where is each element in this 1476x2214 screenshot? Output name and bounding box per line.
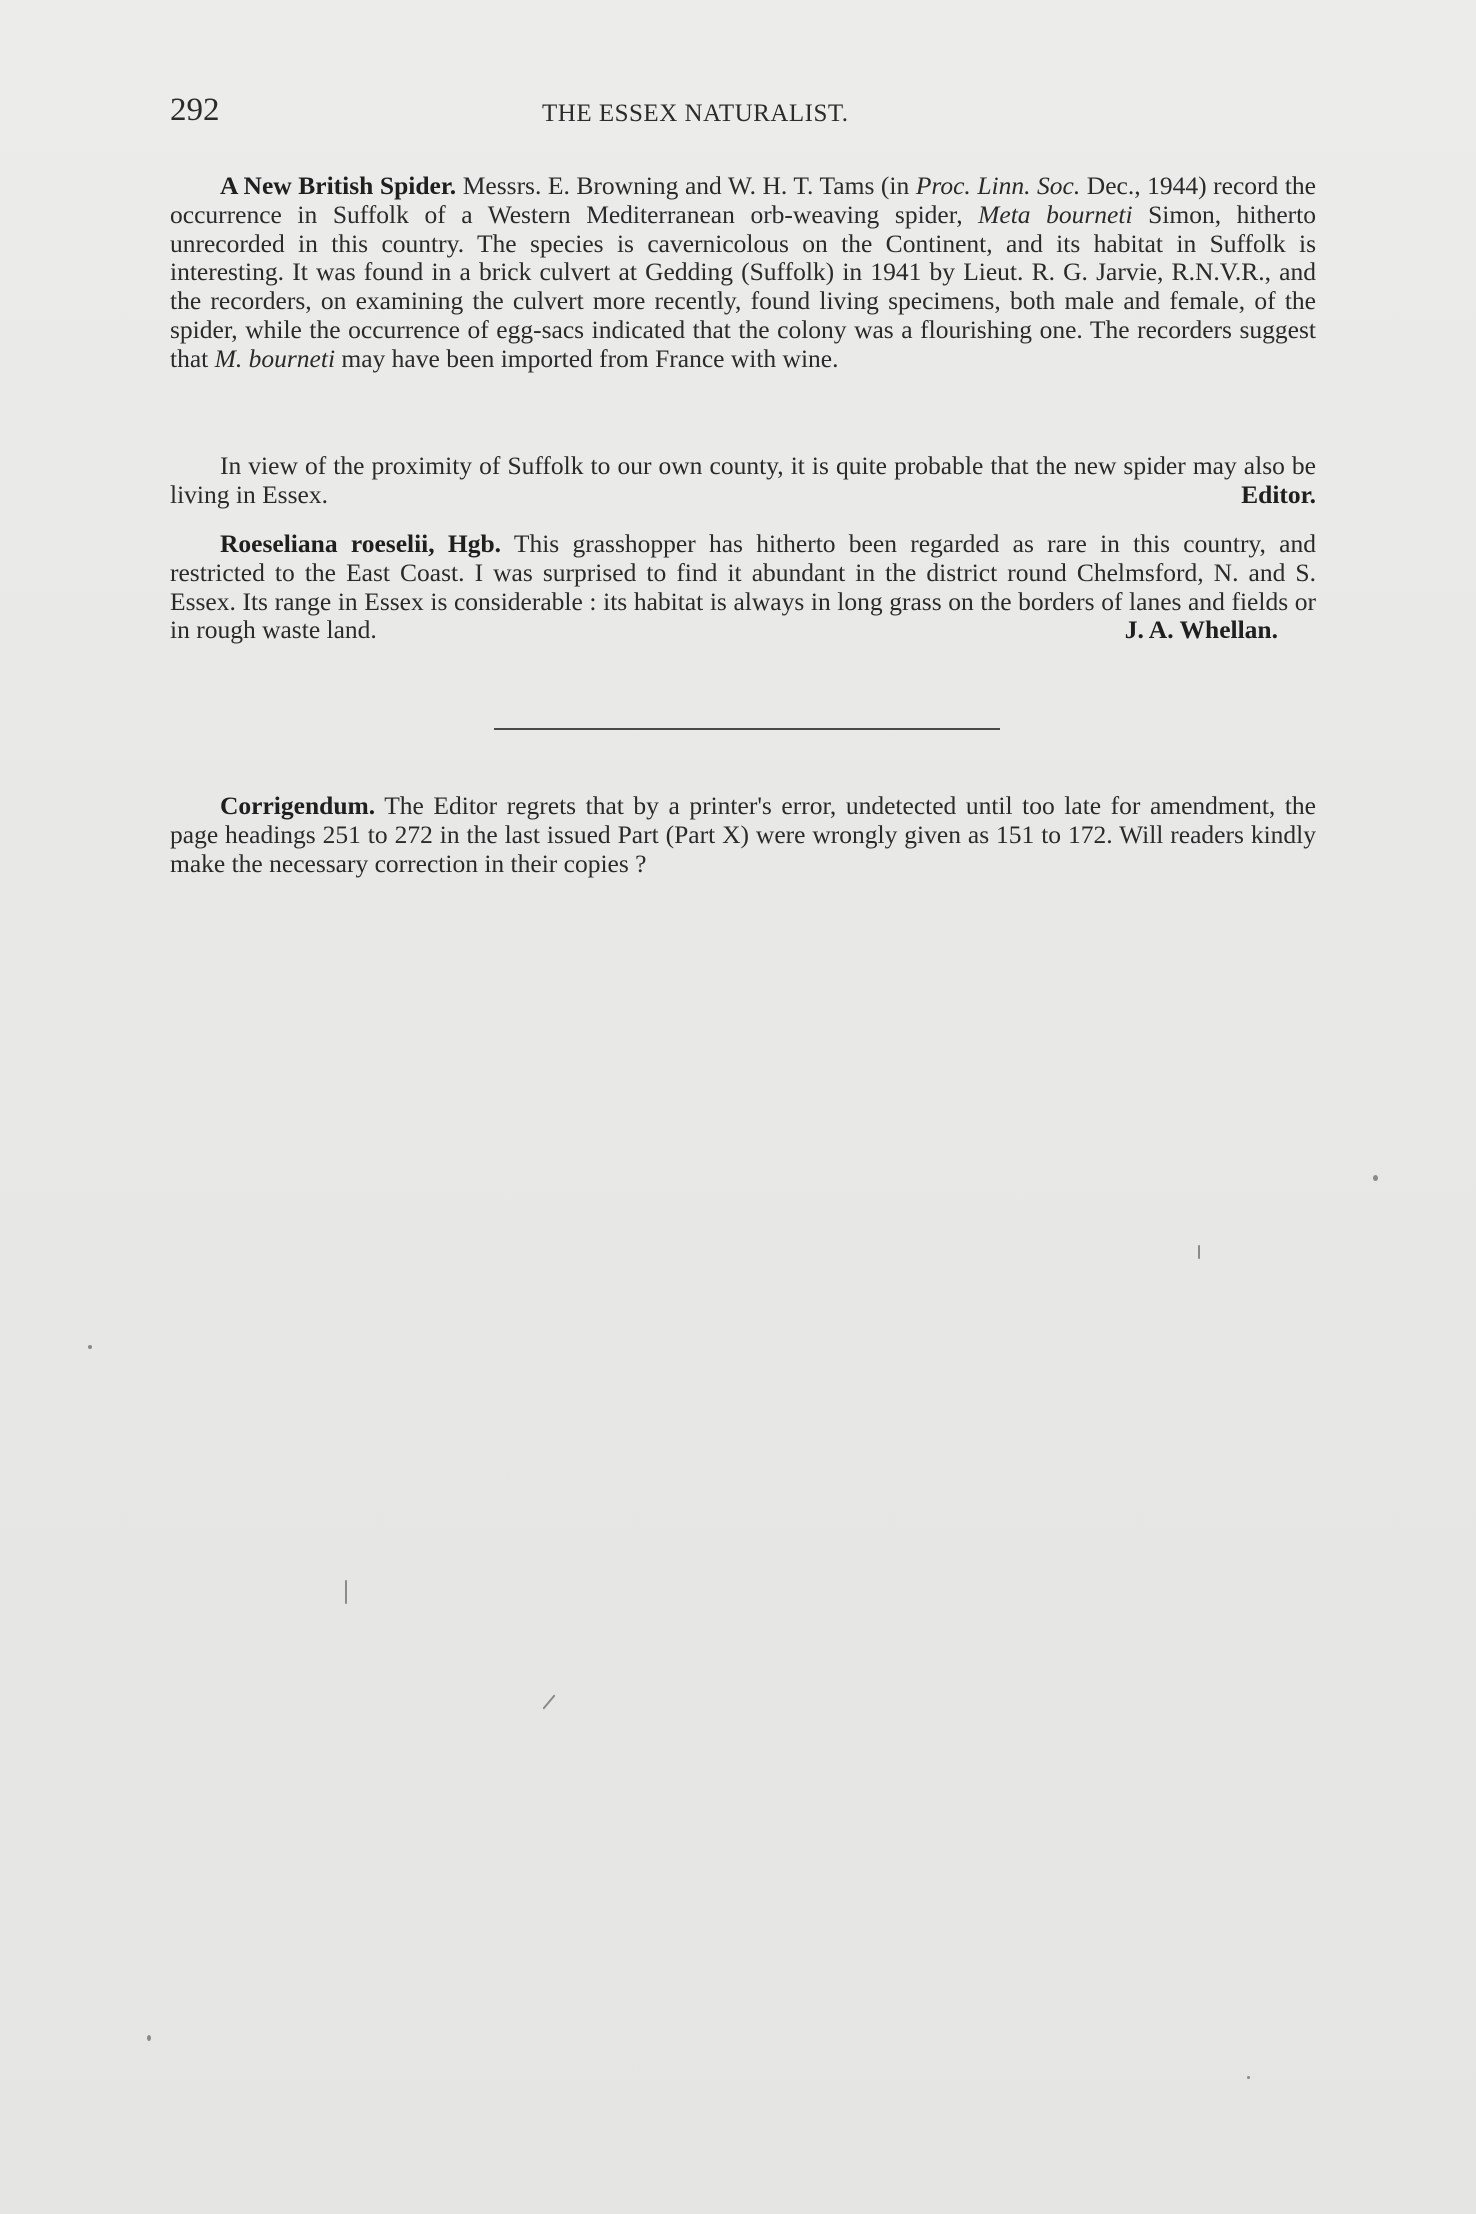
editor-note-text: In view of the proximity of Suffolk to our own county, it is quite probable that the new spider may also be living in Essex. xyxy=(170,451,1316,509)
spider-note-text-4: may have been imported from France with wine. xyxy=(335,343,839,373)
paper-speck xyxy=(88,1345,92,1349)
paper-speck xyxy=(1247,2076,1250,2079)
running-title: THE ESSEX NATURALIST. xyxy=(542,100,849,127)
grasshopper-note-paragraph xyxy=(170,530,1316,645)
spider-note-text-2: Dec., 1944) record the occurrence in Suffolk of a Western Mediterranean orb-weaving spider, xyxy=(170,171,1316,229)
grasshopper-note-text: This grasshopper has hitherto been regarded as rare in this country, and restricted to the East Coast. I was surprised to find it abundant in the district round Chelmsford, N. and S. Essex. Its range in Essex is considerable : its habitat is always in long grass on the borders of lanes and fields or in rough waste land. xyxy=(170,529,1316,645)
whellan-signature: J. A. Whellan. xyxy=(1124,615,1278,645)
corrigendum-paragraph xyxy=(170,792,1316,878)
paper-speck xyxy=(345,1580,347,1604)
spider-note-text-3: Simon, hitherto unrecorded in this country. The species is cavernicolous on the Continent, and its habitat in Suffolk is interesting. It was found in a brick culvert at Gedding (Suffolk) in 1941 by Lieut. R. G. Jarvie, R.N.V.R., and the recorders, on examining the culvert more recently, found living specimens, both male and female, of the spider, while the occurrence of egg-sacs indicated that the colony was a flourishing one. The recorders suggest that xyxy=(170,199,1316,373)
spider-note xyxy=(170,172,1316,374)
editor-note xyxy=(170,452,1316,510)
spider-note-paragraph xyxy=(170,172,1316,374)
spider-note-heading: A New British Spider. xyxy=(220,171,457,200)
corrigendum-heading: Corrigendum. xyxy=(220,791,376,820)
paper-speck xyxy=(1198,1245,1200,1259)
citation: Proc. Linn. Soc. xyxy=(915,171,1081,200)
species-abbrev: M. bourneti xyxy=(214,343,336,373)
species-name: Meta bourneti xyxy=(978,199,1133,229)
editor-signature: Editor. xyxy=(1241,479,1316,509)
corrigendum xyxy=(170,792,1316,878)
page-header xyxy=(170,92,1320,136)
paper-speck xyxy=(1373,1175,1378,1181)
paper-speck xyxy=(147,2035,151,2041)
grasshopper-note-heading: Roeseliana roeselii, Hgb. xyxy=(220,529,502,558)
page-number: 292 xyxy=(170,92,220,128)
section-divider xyxy=(494,728,1000,730)
paper-speck xyxy=(542,1694,555,1709)
spider-note-text-1: Messrs. E. Browning and W. H. T. Tams (in xyxy=(456,171,916,200)
corrigendum-text: The Editor regrets that by a printer's error, undetected until too late for amendment, the page headings 251 to 272 in the last issued Part (Part X) were wrongly given as 151 to 172. Will readers kindly make the necessary correction in their copies ? xyxy=(170,791,1316,878)
editor-note-paragraph xyxy=(170,452,1316,510)
grasshopper-note xyxy=(170,530,1316,645)
